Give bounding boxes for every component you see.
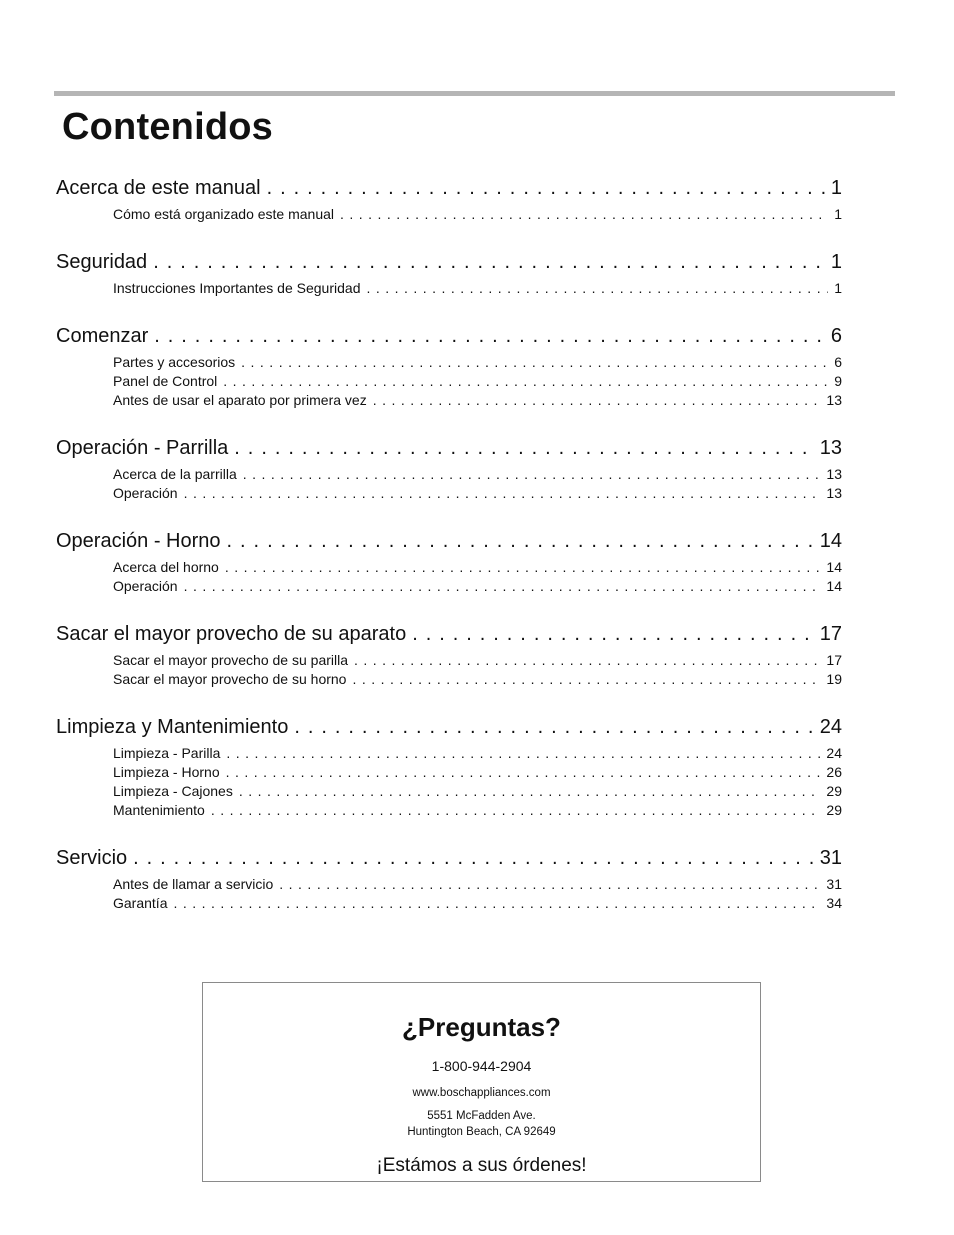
toc-chapter-entry[interactable]	[56, 618, 842, 651]
dot-leader	[223, 372, 828, 391]
toc-subsection-entry[interactable]	[56, 763, 842, 782]
dot-leader	[241, 353, 828, 372]
subsection-page-number: 17	[826, 652, 842, 668]
toc-subsection-entry[interactable]	[56, 353, 842, 372]
subsection-title: Sacar el mayor provecho de su horno	[113, 671, 347, 687]
toc-section	[56, 711, 842, 820]
toc-chapter-entry[interactable]	[56, 320, 842, 353]
dot-leader	[352, 670, 820, 689]
subsection-page-number: 14	[826, 578, 842, 594]
toc-section	[56, 618, 842, 689]
toc-subsection-entry[interactable]	[56, 875, 842, 894]
subsection-title: Mantenimiento	[113, 802, 205, 818]
subsection-page-number: 29	[826, 802, 842, 818]
chapter-title: Operación - Horno	[56, 530, 221, 552]
dot-leader	[412, 618, 814, 651]
chapter-page-number: 31	[819, 847, 842, 869]
subsection-page-number: 26	[826, 764, 842, 780]
subsection-title: Instrucciones Importantes de Seguridad	[113, 280, 361, 296]
subsection-title: Antes de usar el aparato por primera vez	[113, 392, 367, 408]
dot-leader	[267, 172, 825, 205]
toc-chapter-entry[interactable]	[56, 711, 842, 744]
subsection-title: Antes de llamar a servicio	[113, 876, 274, 892]
dot-leader	[226, 763, 821, 782]
dot-leader	[243, 465, 821, 484]
subsection-page-number: 31	[826, 876, 842, 892]
dot-leader	[184, 484, 821, 503]
toc-subsection-entry[interactable]	[56, 484, 842, 503]
chapter-title: Sacar el mayor provecho de su aparato	[56, 623, 407, 645]
dot-leader	[340, 205, 828, 224]
dot-leader	[226, 744, 820, 763]
subsection-page-number: 1	[834, 206, 842, 222]
subsection-title: Limpieza - Parilla	[113, 745, 221, 761]
subsection-title: Sacar el mayor provecho de su parilla	[113, 652, 349, 668]
toc-subsection-entry[interactable]	[56, 651, 842, 670]
chapter-title: Acerca de este manual	[56, 177, 261, 199]
dot-leader	[294, 711, 813, 744]
subsection-title: Limpieza - Cajones	[113, 783, 233, 799]
dot-leader	[279, 875, 820, 894]
dot-leader	[227, 525, 814, 558]
questions-box	[202, 982, 761, 1182]
table-of-contents	[56, 172, 842, 935]
subsection-title: Acerca de la parrilla	[113, 466, 237, 482]
closing-text: ¡Estámos a sus órdenes!	[376, 1155, 587, 1176]
chapter-title: Comenzar	[56, 325, 149, 347]
phone-number: 1-800-944-2904	[431, 1058, 532, 1074]
toc-chapter-entry[interactable]	[56, 432, 842, 465]
toc-chapter-entry[interactable]	[56, 842, 842, 875]
chapter-title: Limpieza y Mantenimiento	[56, 716, 289, 738]
questions-title: ¿Preguntas?	[402, 1012, 561, 1042]
dot-leader	[354, 651, 820, 670]
subsection-title: Partes y accesorios	[113, 354, 236, 370]
subsection-page-number: 13	[826, 392, 842, 408]
chapter-page-number: 24	[819, 716, 842, 738]
dot-leader	[211, 801, 821, 820]
chapter-title: Seguridad	[56, 251, 148, 273]
dot-leader	[373, 391, 821, 410]
toc-subsection-entry[interactable]	[56, 894, 842, 913]
dot-leader	[225, 558, 821, 577]
toc-section	[56, 172, 842, 224]
subsection-page-number: 9	[834, 373, 842, 389]
subsection-page-number: 19	[826, 671, 842, 687]
subsection-title: Garantía	[113, 895, 168, 911]
dot-leader	[153, 246, 825, 279]
toc-subsection-entry[interactable]	[56, 279, 842, 298]
chapter-page-number: 13	[819, 437, 842, 459]
chapter-page-number: 17	[819, 623, 842, 645]
top-rule	[54, 91, 895, 96]
dot-leader	[154, 320, 825, 353]
subsection-page-number: 24	[826, 745, 842, 761]
subsection-page-number: 14	[826, 559, 842, 575]
toc-chapter-entry[interactable]	[56, 525, 842, 558]
subsection-title: Panel de Control	[113, 373, 218, 389]
toc-subsection-entry[interactable]	[56, 205, 842, 224]
chapter-title: Operación - Parrilla	[56, 437, 229, 459]
website-url: www.boschappliances.com	[412, 1087, 551, 1099]
toc-subsection-entry[interactable]	[56, 372, 842, 391]
dot-leader	[239, 782, 821, 801]
subsection-title: Acerca del horno	[113, 559, 219, 575]
toc-subsection-entry[interactable]	[56, 577, 842, 596]
dot-leader	[234, 432, 813, 465]
toc-subsection-entry[interactable]	[56, 558, 842, 577]
toc-section	[56, 432, 842, 503]
subsection-title: Operación	[113, 485, 178, 501]
toc-section	[56, 246, 842, 298]
subsection-page-number: 6	[834, 354, 842, 370]
chapter-title: Servicio	[56, 847, 128, 869]
toc-section	[56, 525, 842, 596]
dot-leader	[366, 279, 828, 298]
toc-subsection-entry[interactable]	[56, 391, 842, 410]
subsection-title: Cómo está organizado este manual	[113, 206, 335, 222]
subsection-page-number: 1	[834, 280, 842, 296]
subsection-page-number: 13	[826, 466, 842, 482]
chapter-page-number: 1	[830, 251, 842, 273]
toc-subsection-entry[interactable]	[56, 744, 842, 763]
subsection-page-number: 34	[826, 895, 842, 911]
page-title: Contenidos	[62, 106, 273, 148]
subsection-title: Operación	[113, 578, 178, 594]
toc-subsection-entry[interactable]	[56, 465, 842, 484]
dot-leader	[133, 842, 814, 875]
toc-section	[56, 320, 842, 410]
address-line-1: 5551 McFadden Ave.	[427, 1110, 536, 1122]
subsection-title: Limpieza - Horno	[113, 764, 220, 780]
toc-subsection-entry[interactable]	[56, 782, 842, 801]
address	[203, 1108, 760, 1140]
chapter-page-number: 6	[830, 325, 842, 347]
dot-leader	[184, 577, 821, 596]
toc-chapter-entry[interactable]	[56, 246, 842, 279]
address-line-2: Huntington Beach, CA 92649	[407, 1126, 556, 1138]
subsection-page-number: 13	[826, 485, 842, 501]
chapter-page-number: 1	[830, 177, 842, 199]
dot-leader	[173, 894, 820, 913]
toc-chapter-entry[interactable]	[56, 172, 842, 205]
chapter-page-number: 14	[819, 530, 842, 552]
toc-section	[56, 842, 842, 913]
toc-subsection-entry[interactable]	[56, 670, 842, 689]
toc-subsection-entry[interactable]	[56, 801, 842, 820]
subsection-page-number: 29	[826, 783, 842, 799]
